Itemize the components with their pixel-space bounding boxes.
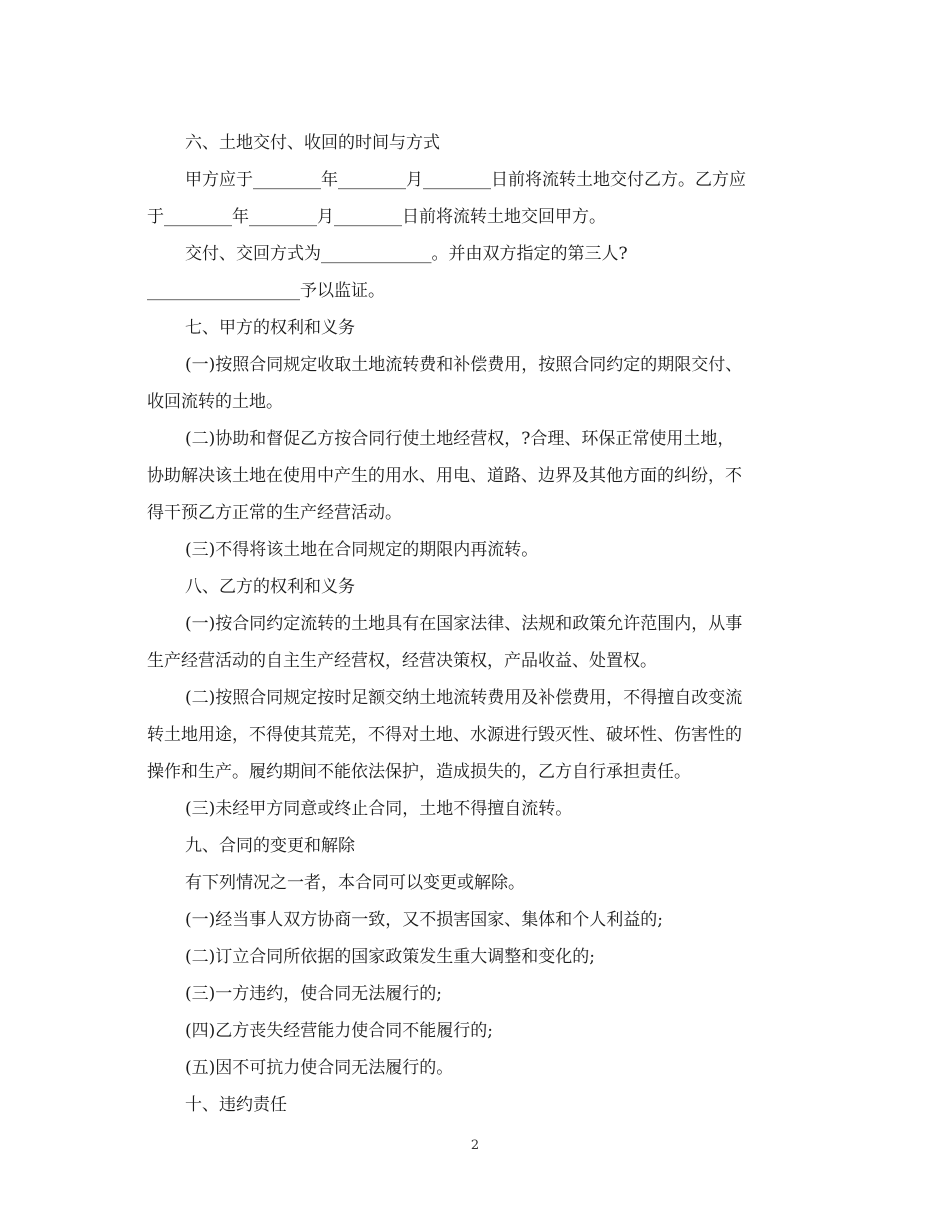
text-line: (一)按合同约定流转的土地具有在国家法律、法规和政策允许范围内，从事	[185, 614, 743, 634]
section-seven-heading	[185, 310, 845, 347]
text-line: 生产经营活动的自主生产经营权，经营决策权，产品收益、处置权。	[147, 651, 657, 671]
change-condition-3	[185, 976, 845, 1013]
text-line: (一)经当事人双方协商一致，又不损害国家、集体和个人利益的;	[185, 910, 663, 930]
party-b-clause-2	[147, 680, 807, 791]
text-line: (三)不得将该土地在合同规定的期限内再流转。	[185, 540, 539, 560]
section-six-heading	[185, 125, 845, 162]
text-line: 六、土地交付、收回的时间与方式	[185, 133, 440, 153]
page-number: 2	[470, 1138, 480, 1153]
section-nine-heading	[185, 828, 845, 865]
text-line: 交付、交回方式为_____________。并由双方指定的第三人?	[185, 244, 628, 264]
text-line: 收回流转的土地。	[147, 392, 283, 412]
text-line: 操作和生产。履约期间不能依法保护，造成损失的，乙方自行承担责任。	[147, 762, 691, 782]
change-conditions-intro	[185, 865, 845, 902]
text-line: (二)按照合同规定按时足额交纳土地流转费用及补偿费用，不得擅自改变流	[185, 688, 743, 708]
text-line: (五)因不可抗力使合同无法履行的。	[185, 1058, 454, 1078]
change-condition-1	[185, 902, 845, 939]
text-line: (二)订立合同所依据的国家政策发生重大调整和变化的;	[185, 947, 595, 967]
party-a-clause-2	[147, 421, 807, 532]
text-line: 协助解决该土地在使用中产生的用水、用电、道路、边界及其他方面的纠纷，不	[147, 466, 742, 486]
text-line: __________________予以监证。	[147, 281, 385, 301]
party-b-clause-3	[185, 791, 845, 828]
party-b-clause-1	[147, 606, 807, 680]
text-line: (二)协助和督促乙方按合同行使土地经营权，?合理、环保正常使用土地，	[185, 429, 735, 449]
change-condition-2	[185, 939, 845, 976]
text-line: 七、甲方的权利和义务	[185, 318, 355, 338]
party-a-clause-3	[185, 532, 845, 569]
text-line: 转土地用途，不得使其荒芜，不得对土地、水源进行毁灭性、破坏性、伤害性的	[147, 725, 742, 745]
section-eight-heading	[185, 569, 845, 606]
section-ten-heading	[185, 1087, 845, 1124]
text-line: 十、违约责任	[185, 1095, 287, 1115]
change-condition-5	[185, 1050, 845, 1087]
delivery-method-paragraph	[147, 236, 807, 310]
text-line: 甲方应于________年________月________日前将流转土地交付乙方。乙方应	[185, 170, 746, 190]
delivery-time-paragraph	[147, 162, 807, 236]
text-line: (三)一方违约，使合同无法履行的;	[185, 984, 442, 1004]
text-line: (一)按照合同规定收取土地流转费和补偿费用，按照合同约定的期限交付、	[185, 355, 743, 375]
text-line: 八、乙方的权利和义务	[185, 577, 355, 597]
text-line: 于________年________月________日前将流转土地交回甲方。	[147, 207, 606, 227]
text-line: 得干预乙方正常的生产经营活动。	[147, 503, 402, 523]
party-a-clause-1	[147, 347, 807, 421]
change-condition-4	[185, 1013, 845, 1050]
text-line: (四)乙方丧失经营能力使合同不能履行的;	[185, 1021, 493, 1041]
text-line: (三)未经甲方同意或终止合同，土地不得擅自流转。	[185, 799, 573, 819]
text-line: 有下列情况之一者，本合同可以变更或解除。	[185, 873, 525, 893]
text-line: 九、合同的变更和解除	[185, 836, 355, 856]
